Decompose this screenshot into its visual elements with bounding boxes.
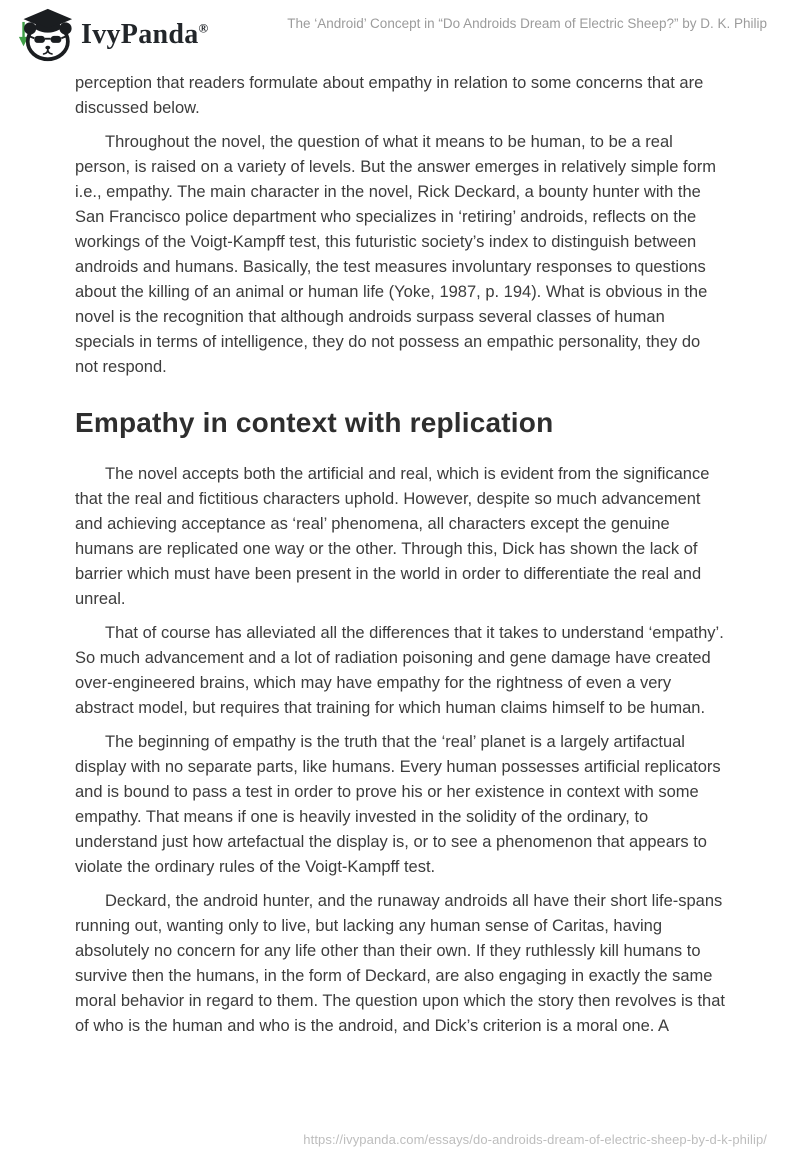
body-paragraph: Throughout the novel, the question of what it means to be human, to be a real person, is raised on a variety of levels. But the answer emerges in relatively simple form i.e., empathy. The main character in the novel, Rick Deckard, a bounty hunter with the San Francisco police department who specializes in ‘retiring’ androids, reflects on the workings of the Voigt-Kampff test, this futuristic society’s index to distinguish between androids and humans. Basically, the test measures involuntary responses to questions about the killing of an animal or human life (Yoke, 1987, p. 194). What is obvious in the novel is the recognition that although androids surpass several classes of human specials in terms of intelligence, they do not possess an empathic personality, they do not respond. [75, 133, 717, 376]
page-header [14, 6, 767, 64]
body-paragraph: perception that readers formulate about empathy in relation to some concerns that are discussed below. [75, 74, 704, 117]
registered-trademark: ® [198, 20, 209, 36]
body-paragraph: That of course has alleviated all the differences that it takes to understand ‘empathy’. So much advancement and a lot of radiation poisoning and gene damage have created over-engineered brains, which may have empathy for the rightness of even a very abstract model, but requires that training for which human claims himself to be human. [75, 624, 724, 717]
document-title: The ‘Android’ Concept in “Do Androids Dream of Electric Sheep?” by D. K. Philip [287, 16, 767, 31]
essay-body [75, 71, 726, 1048]
body-paragraph: The novel accepts both the artificial and real, which is evident from the significance that the real and fictitious characters uphold. However, despite so much advancement and achieving acceptance as ‘real’ phenomena, all characters except the genuine humans are replicated one way or the other. Through this, Dick has shown the lack of barrier which must have been present in the world in order to differentiate the real and unreal. [75, 465, 710, 608]
brand-text: IvyPanda [81, 19, 199, 50]
ivypanda-logo-icon [14, 7, 76, 63]
page-footer-url: https://ivypanda.com/essays/do-androids-dream-of-electric-sheep-by-d-k-philip/ [303, 1132, 767, 1147]
brand-name [81, 19, 209, 51]
section-heading: Empathy in context with replication [75, 407, 554, 438]
body-paragraph: The beginning of empathy is the truth that the ‘real’ planet is a largely artifactual display with no separate parts, like humans. Every human possesses artificial replicators and is bound to pass a test in order to prove his or her existence in context with some empathy. That means if one is heavily invested in the solidity of the ordinary, to understand just how artefactual the display is, or to see a phenomenon that appears to violate the ordinary rules of the Voigt-Kampff test. [75, 733, 721, 876]
body-paragraph: Deckard, the android hunter, and the runaway androids all have their short life-spans running out, wanting only to live, but lacking any human sense of Caritas, having absolutely no concern for any life other than their own. If they ruthlessly kill humans to survive then the humans, in the form of Deckard, are also engaging in exactly the same moral behavior in regard to them. The question upon which the story then revolves is that of who is the human and who is the android, and Dick’s criterion is a moral one. A [75, 892, 725, 1035]
